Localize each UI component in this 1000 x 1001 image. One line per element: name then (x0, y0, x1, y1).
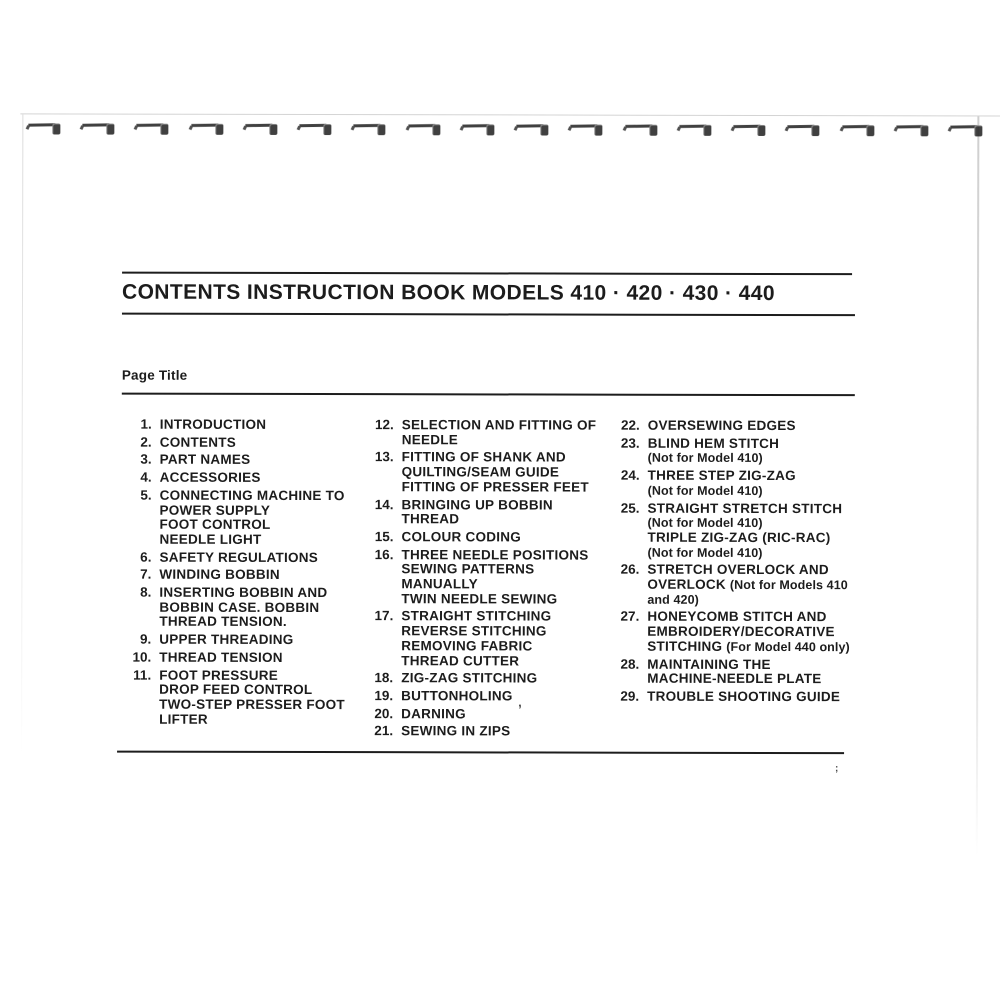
toc-item-number: 25. (620, 500, 640, 516)
toc-item-number: 15. (374, 529, 394, 545)
toc-item-text: BUTTONHOLING (401, 688, 513, 704)
toc-item-number: 5. (140, 487, 152, 503)
toc-item-number: 27. (620, 609, 640, 625)
toc-item (121, 633, 359, 648)
binding-clip-icon (948, 122, 982, 138)
toc-item-text: FOOT PRESSURE DROP FEED CONTROL TWO-STEP PRESSER FOOT LIFTER (159, 667, 345, 727)
binding-clip-icon (731, 122, 765, 138)
toc-item-text: INSERTING BOBBIN AND BOBBIN CASE. BOBBIN THREAD TENSION. (159, 584, 328, 630)
toc-item (121, 568, 359, 583)
toc-item (363, 530, 601, 545)
toc-item-number: 24. (620, 467, 640, 483)
binding-clip-icon (189, 121, 223, 137)
toc-item-number: 1. (140, 416, 152, 432)
toc-item (122, 418, 360, 433)
toc-item (610, 436, 868, 466)
binding-clip-icon (840, 122, 874, 138)
scan-speck: ; (835, 763, 840, 775)
toc-item-text: SEWING IN ZIPS (401, 723, 511, 739)
binding-clip-icon (135, 121, 169, 137)
toc-item-text: PART NAMES (159, 452, 251, 468)
toc-item (609, 563, 867, 608)
contents-column-3 (609, 419, 868, 708)
binding-clip-icon (26, 120, 60, 136)
toc-item-text: WINDING BOBBIN (159, 567, 280, 583)
toc-item (121, 650, 359, 665)
binding-clip-icon (81, 121, 115, 137)
toc-item (122, 435, 360, 450)
toc-item (610, 419, 868, 434)
toc-item-text: THREE STEP ZIG-ZAG (Not for Model 410) (647, 467, 796, 498)
binding-clip-icon (894, 122, 928, 138)
toc-item-text: ACCESSORIES (159, 469, 261, 486)
toc-item (364, 451, 602, 496)
toc-item (364, 418, 602, 448)
binding-clip-icon (514, 121, 548, 137)
toc-item-text: UPPER THREADING (159, 631, 294, 648)
toc-item-text: STRAIGHT STITCHING REVERSE STITCHING REMOVING FABRIC THREAD CUTTER (401, 608, 552, 669)
binding-clip-icon (460, 121, 494, 137)
toc-item-number: 16. (374, 546, 394, 562)
toc-item-text: INTRODUCTION (159, 416, 267, 432)
toc-item (364, 498, 602, 528)
toc-item-text: THREAD TENSION (159, 649, 283, 665)
toc-item-number: 20. (374, 705, 394, 721)
toc-item-number: 6. (140, 549, 152, 565)
subhead-rule (122, 393, 855, 397)
toc-item-number: 12. (374, 417, 394, 433)
toc-item (363, 671, 601, 686)
toc-item-text: OVERSEWING EDGES (647, 417, 796, 434)
toc-item-text: DARNING (401, 705, 466, 722)
title-rule-bottom (122, 313, 855, 317)
toc-item (609, 501, 867, 560)
toc-item-number: 13. (374, 449, 394, 465)
toc-item-text: CONNECTING MACHINE TO POWER SUPPLY FOOT CONTROL NEEDLE LIGHT (159, 487, 345, 547)
page-top-edge (20, 113, 1000, 116)
toc-item (121, 668, 359, 727)
toc-item-number: 26. (620, 562, 640, 578)
binding-clip-icon (352, 121, 386, 137)
binding-clip-icon (298, 121, 332, 137)
contents-column-2 (363, 418, 602, 743)
toc-item (363, 689, 601, 704)
toc-item-number: 3. (140, 452, 152, 468)
toc-item-text: MAINTAINING THE MACHINE-NEEDLE PLATE (647, 656, 822, 687)
toc-item-text: STRETCH OVERLOCK AND OVERLOCK (Not for Models 410 and 420) (647, 562, 848, 607)
binding-clip-icon (677, 122, 711, 138)
toc-item (122, 453, 360, 468)
toc-item-number: 23. (620, 435, 640, 451)
toc-item-number: 9. (140, 631, 152, 647)
toc-item (122, 471, 360, 486)
toc-item (363, 707, 601, 722)
toc-item-number: 19. (374, 688, 394, 704)
toc-item (609, 690, 867, 705)
toc-item-text: BLIND HEM STITCH (Not for Model 410) (647, 435, 780, 466)
toc-item-text: BRINGING UP BOBBIN THREAD (401, 496, 553, 527)
toc-item-number: 28. (620, 656, 640, 672)
scan-speck: , (518, 694, 522, 710)
contents-column-1 (121, 418, 360, 731)
toc-item (609, 610, 867, 655)
toc-item-number: 7. (140, 566, 152, 583)
toc-item-number: 14. (374, 496, 394, 512)
toc-item-number: 18. (374, 670, 394, 686)
toc-item-text: HONEYCOMB STITCH AND EMBROIDERY/DECORATIVE STITCHING (For Model 440 only) (647, 609, 850, 654)
toc-item-number: 21. (374, 723, 394, 739)
binding-clip-icon (569, 122, 603, 138)
toc-item-text: SAFETY REGULATIONS (159, 549, 318, 565)
toc-item (121, 586, 359, 631)
toc-item (609, 657, 867, 687)
binding-clip-icon (623, 122, 657, 138)
page-right-edge (976, 116, 980, 856)
toc-item-text: TROUBLE SHOOTING GUIDE (647, 688, 841, 705)
toc-item-number: 2. (140, 434, 152, 450)
toc-item-text: FITTING OF SHANK AND QUILTING/SEAM GUIDE FITTING OF PRESSER FEET (401, 449, 589, 495)
binding-clip-icon (786, 122, 820, 138)
toc-item-text: ZIG-ZAG STITCHING (401, 670, 538, 686)
page-left-edge (21, 114, 23, 754)
toc-item-number: 22. (620, 417, 640, 433)
toc-item-text: CONTENTS (159, 434, 236, 450)
bottom-rule (117, 751, 844, 755)
toc-item-number: 8. (140, 584, 152, 600)
toc-item-text: STRAIGHT STRETCH STITCH (Not for Model 410) TRIPLE ZIG-ZAG (RIC-RAC) (Not for Model 410) (647, 500, 843, 560)
toc-item-number: 4. (140, 469, 152, 485)
toc-item (363, 610, 601, 669)
toc-item-number: 11. (133, 667, 152, 683)
page-title: CONTENTS INSTRUCTION BOOK MODELS 410 · 420 · 430 · 440 (121, 280, 775, 305)
binding-clip-icon (243, 121, 277, 137)
binding-clip-icon (406, 121, 440, 137)
binding-strip (26, 120, 982, 138)
toc-item (121, 488, 359, 547)
toc-item (610, 469, 868, 499)
toc-item-number: 10. (132, 649, 152, 665)
page-title-column-label: Page Title (121, 367, 188, 383)
toc-item (363, 548, 601, 607)
toc-item-text: THREE NEEDLE POSITIONS SEWING PATTERNS MANUALLY TWIN NEEDLE SEWING (401, 546, 589, 607)
toc-item (121, 550, 359, 565)
title-rule-top (122, 272, 852, 276)
toc-item (363, 724, 601, 739)
toc-item-number: 29. (620, 688, 640, 704)
toc-item-text: SELECTION AND FITTING OF NEEDLE (401, 417, 597, 448)
toc-item-text: COLOUR CODING (401, 529, 522, 545)
toc-item-number: 17. (374, 608, 394, 624)
